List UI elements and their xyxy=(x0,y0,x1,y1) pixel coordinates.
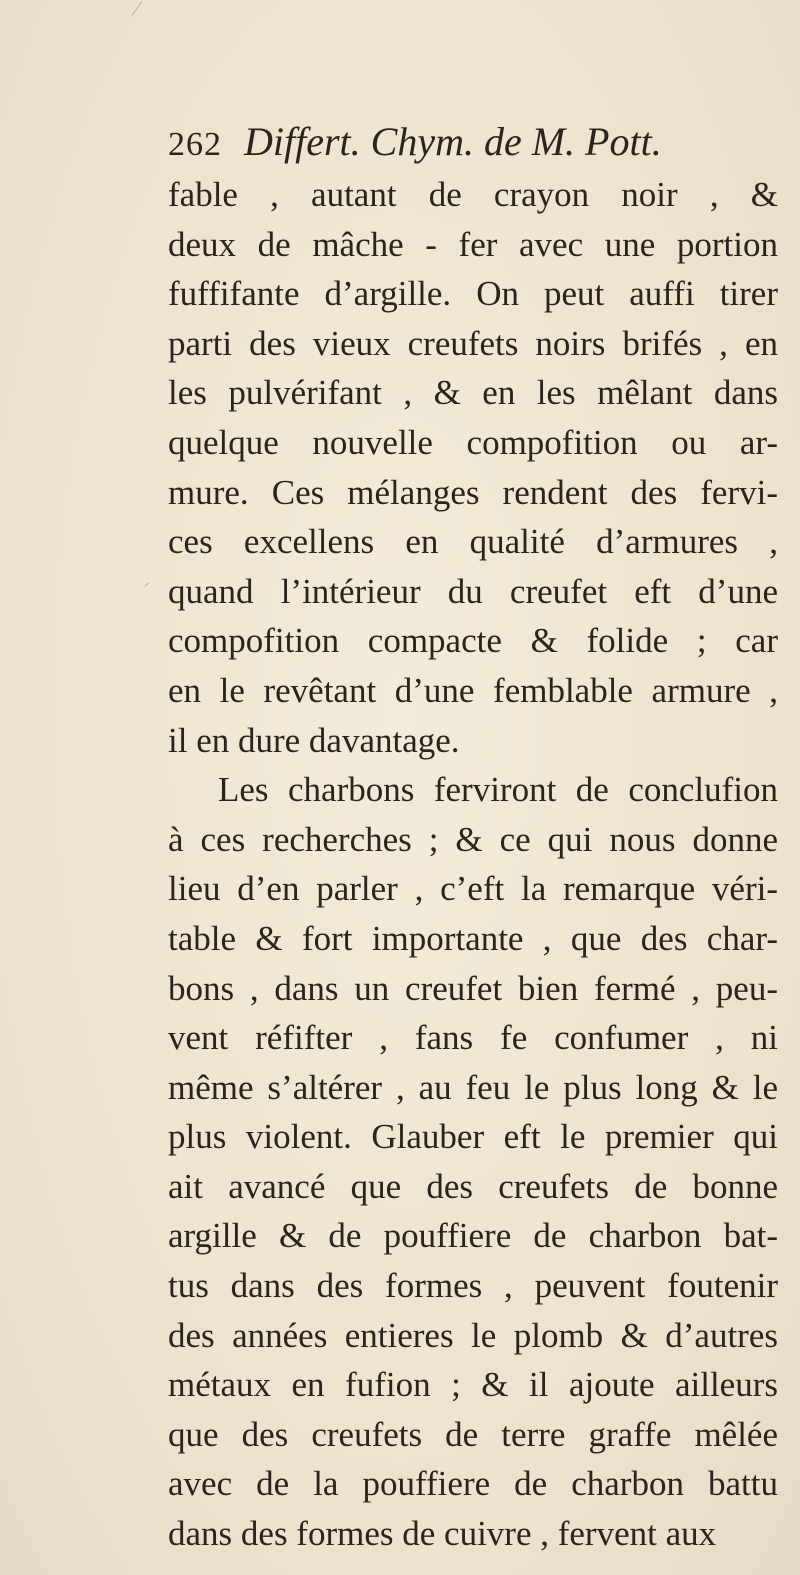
text-line: ces excellens en qualité d’armures , xyxy=(168,522,778,562)
text-line: métaux en fufion ; & il ajoute ailleurs xyxy=(168,1365,778,1405)
text-line: argille & de pouffiere de charbon bat- xyxy=(168,1216,778,1256)
paragraph-first-line: Les charbons ferviront de conclufion xyxy=(218,770,778,810)
text-line: fuffifante d’argille. On peut auffi tirer xyxy=(168,274,778,314)
text-line: fable , autant de crayon noir , & xyxy=(168,175,778,214)
pencil-mark xyxy=(131,1,142,16)
text-line: compofition compacte & folide ; car xyxy=(168,621,778,661)
text-line: les pulvérifant , & en les mêlant dans xyxy=(168,373,778,413)
running-title: Differt. Chym. de M. Pott. xyxy=(244,119,662,164)
text-line: bons , dans un creufet bien fermé , peu- xyxy=(168,968,778,1008)
text-line: tus dans des formes , peuvent foutenir xyxy=(168,1266,778,1306)
body-text xyxy=(168,170,778,1559)
text-line: avec de la pouffiere de charbon battu xyxy=(168,1464,778,1504)
text-line: mure. Ces mélanges rendent des fervi- xyxy=(168,472,778,512)
page-number: 262 xyxy=(168,126,222,163)
pencil-mark xyxy=(144,582,149,587)
text-line: plus violent. Glauber eft le premier qui xyxy=(168,1117,778,1157)
text-line: lieu d’en parler , c’eft la remarque véri- xyxy=(168,869,778,909)
text-line: quand l’intérieur du creufet eft d’une xyxy=(168,571,778,611)
text-line: que des creufets de terre graffe mêlée xyxy=(168,1414,778,1454)
text-line: à ces recherches ; & ce qui nous donne xyxy=(168,819,778,859)
text-line: deux de mâche - fer avec une portion xyxy=(168,224,778,264)
text-line: parti des vieux creufets noirs brifés , en xyxy=(168,323,778,363)
running-head xyxy=(168,118,662,170)
text-line: quelque nouvelle compofition ou ar- xyxy=(168,422,778,462)
text-line: même s’altérer , au feu le plus long & le xyxy=(168,1067,778,1107)
text-line: en le revêtant d’une femblable armure , xyxy=(168,670,778,710)
text-line: dans des formes de cuivre , fervent aux xyxy=(168,1514,717,1554)
text-line: des années entieres le plomb & d’autres xyxy=(168,1315,778,1355)
text-line: ait avancé que des creufets de bonne xyxy=(168,1166,778,1206)
text-line: table & fort importante , que des char- xyxy=(168,918,778,958)
text-line: vent réfifter , fans fe confumer , ni xyxy=(168,1018,778,1058)
text-line: il en dure davantage. xyxy=(168,720,460,760)
